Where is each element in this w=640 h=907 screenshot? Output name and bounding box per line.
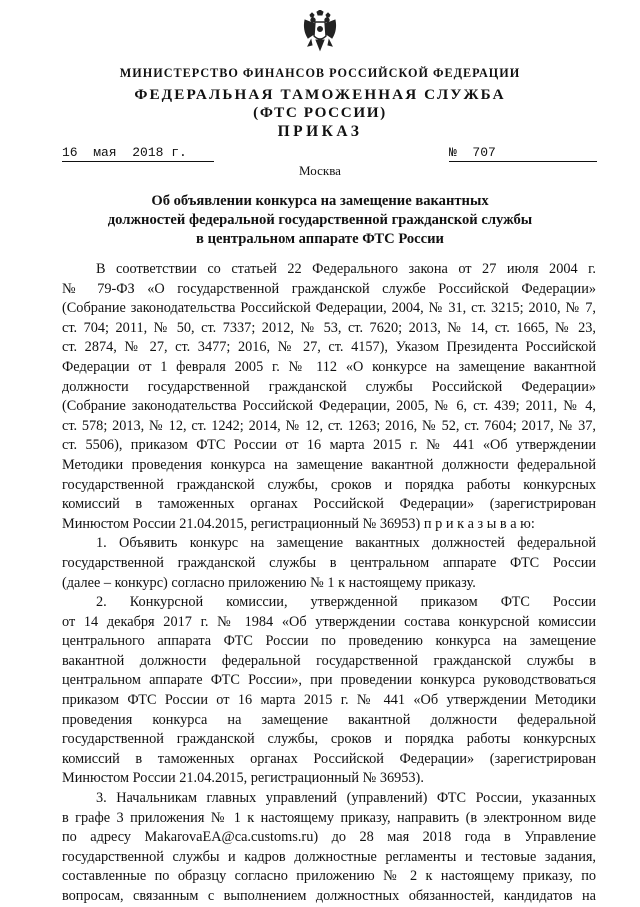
document-type: ПРИКАЗ [277,123,363,140]
body-line: должности государственной гражданской службы Российской Федерации» [62,378,596,395]
body-line: центральном аппарате ФТС России», при проведении конкурса руководствоваться [62,672,596,689]
service-name: ФЕДЕРАЛЬНАЯ ТАМОЖЕННАЯ СЛУЖБА [134,86,506,103]
body-line: Минюстом России 21.04.2015, регистрационный № 36953) п р и к а з ы в а ю: [62,515,535,532]
body-line: комиссий в таможенных органах Российской Федерации» (зарегистрирован [62,750,596,767]
body-line: ст. 5506), приказом ФТС России от 16 марта 2015 г. № 441 «Об утверждении [62,437,596,454]
body-line: № 79-ФЗ «О государственной гражданской службе Российской Федерации» [62,280,596,297]
body-line: центрального аппарата ФТС России по проведению конкурса на замещение [62,633,596,650]
body-line: вопросам, связанным с выполнением должностных обязанностей, кандидатов на [62,888,596,904]
body-line: 1. Объявить конкурс на замещение вакантных должностей федеральной [96,535,596,552]
coat-of-arms-emblem [302,10,338,56]
body-line: В соответствии со статьей 22 Федерального закона от 27 июля 2004 г. [96,261,596,277]
body-line: в графе 3 приложения № 1 к настоящему приказу, направить (в электронном виде [62,809,596,826]
body-line: Минюстом России 21.04.2015, регистрационный № 36953). [62,770,424,787]
body-line: государственной службы и кадров должностные регламенты и тестовые задания, [62,848,596,865]
body-line: государственной гражданской службы в центральном аппарате ФТС России [62,554,596,571]
order-title [90,192,550,249]
body-line: Федерации от 1 февраля 2005 г. № 112 «О конкурсе на замещение вакантной [62,358,596,375]
body-line: Методики проведения конкурса на замещение вакантной должности федеральной [62,456,596,473]
body-line: (Собрание законодательства Российской Федерации, 2005, № 6, ст. 439; 2011, № 4, [62,398,596,415]
service-short-name: (ФТС РОССИИ) [253,104,387,121]
order-number: № 707 [449,144,597,162]
body-line: комиссий в таможенных органах Российской Федерации» (зарегистрирован [62,496,596,513]
body-line: от 14 декабря 2017 г. № 1984 «Об утверждении состава конкурсной комиссии [62,613,596,630]
order-body [62,260,596,907]
body-line: составленные по образцу согласно приложению № 2 к настоящему приказу, по [62,868,596,885]
title-line: в центральном аппарате ФТС России [196,231,444,247]
order-date: 16 мая 2018 г. [62,144,214,162]
body-line: ст. 704; 2011, № 50, ст. 7337; 2012, № 53, ст. 7620; 2013, № 14, ст. 1665, № 23, [62,319,596,336]
body-line: 2. Конкурсной комиссии, утвержденной приказом ФТС России [96,594,596,611]
title-line: Об объявлении конкурса на замещение вакантных [151,193,489,209]
body-line: (Собрание законодательства Российской Федерации, 2004, № 31, ст. 3215; 2010, № 7, [62,300,596,317]
title-line: должностей федеральной государственной гражданской службы [107,212,533,228]
body-line: государственной гражданской службы, сроков и порядка работы конкурсных [62,476,596,493]
body-line: ст. 578; 2013, № 12, ст. 1242; 2014, № 12, ст. 1263; 2016, № 52, ст. 7604; 2017, № 37, [62,417,596,434]
body-line: по адресу MakarovaEA@ca.customs.ru) до 28 мая 2018 года в Управление [62,829,596,846]
city: Москва [299,163,341,178]
body-line: приказом ФТС России от 16 марта 2015 г. № 441 «Об утверждении Методики [62,692,596,709]
body-line: ст. 2874, № 27, ст. 3477; 2016, № 27, ст. 4157), Указом Президента Российской [62,339,596,356]
body-line: (далее – конкурс) согласно приложению № 1 к настоящему приказу. [62,574,476,591]
body-line: государственной гражданской службы, сроков и порядка работы конкурсных [62,731,596,748]
body-line: проведения конкурса на замещение вакантной должности федеральной [62,711,596,728]
ministry-name: МИНИСТЕРСТВО ФИНАНСОВ РОССИЙСКОЙ ФЕДЕРАЦИИ [119,66,521,80]
body-line: 3. Начальникам главных управлений (управлений) ФТС России, указанных [96,790,596,807]
body-line: вакантной должности федеральной государственной гражданской службы в [62,652,596,669]
